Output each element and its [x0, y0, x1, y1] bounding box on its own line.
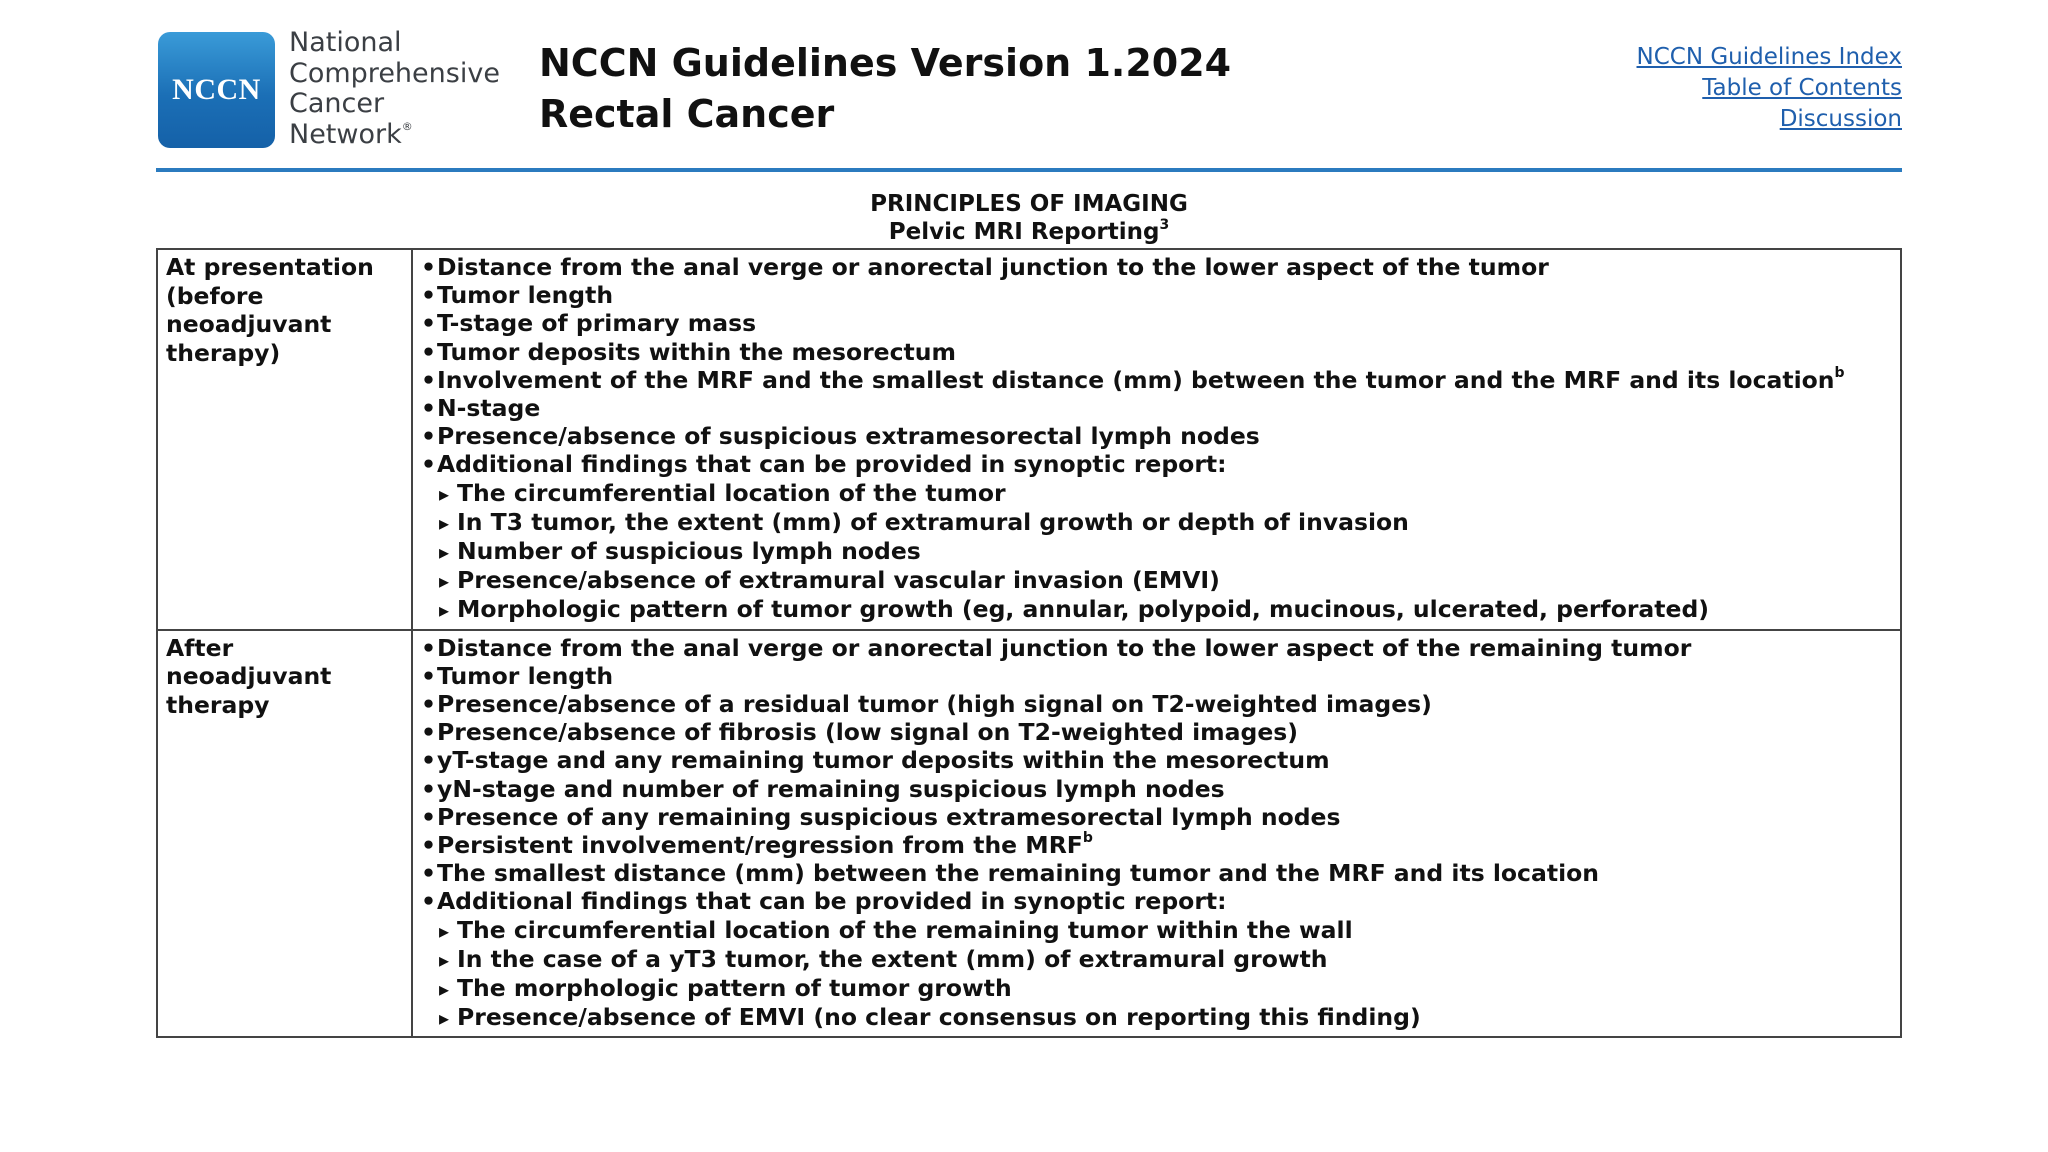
document-title: [539, 38, 1231, 140]
footnote-ref: b: [1082, 830, 1093, 847]
item-text: Presence/absence of a residual tumor (high signal on T2-weighted images): [437, 690, 1432, 719]
item-text: Number of suspicious lymph nodes: [457, 537, 921, 566]
list-item: [421, 803, 1892, 831]
item-text: In T3 tumor, the extent (mm) of extramural growth or depth of invasion: [457, 507, 1409, 536]
org-line: National: [289, 27, 402, 58]
section-header: [156, 190, 1902, 246]
item-text: Persistent involvement/regression from the MRF: [437, 831, 1083, 860]
list-item: [421, 634, 1892, 662]
sub-list-item: [421, 508, 1892, 537]
sub-list-item: [421, 916, 1892, 945]
row-content: [412, 630, 1901, 1038]
org-line: Comprehensive: [289, 57, 500, 89]
item-text: The circumferential location of the remaining tumor within the wall: [457, 915, 1353, 944]
item-text: The smallest distance (mm) between the remaining tumor and the MRF and its location: [437, 859, 1600, 888]
list-item: [421, 253, 1892, 281]
item-text: Presence/absence of fibrosis (low signal on T2-weighted images): [437, 718, 1299, 747]
item-text: The circumferential location of the tumor: [457, 478, 1006, 507]
row-content: [412, 249, 1901, 630]
list-item: [421, 859, 1892, 887]
item-text: In the case of a yT3 tumor, the extent (mm) of extramural growth: [457, 944, 1328, 973]
guideline-version: NCCN Guidelines Version 1.2024: [539, 41, 1232, 85]
sub-list-item: [421, 479, 1892, 508]
organization-name: [289, 28, 500, 150]
row-header-at-presentation: At presentation (before neoadjuvant therapy): [157, 249, 412, 630]
section-subtitle: Pelvic MRI Reporting: [888, 219, 1160, 245]
list-item: [421, 887, 1892, 915]
list-item: [421, 450, 1892, 478]
footnote-ref: 3: [1159, 217, 1170, 233]
registered-mark: ®: [401, 119, 413, 133]
list-item: [421, 366, 1892, 394]
org-line: Network: [289, 118, 402, 150]
findings-list: [421, 634, 1892, 1033]
item-text: Morphologic pattern of tumor growth (eg, annular, polypoid, mucinous, ulcerated, perforated): [457, 595, 1710, 624]
section-title: PRINCIPLES OF IMAGING: [870, 191, 1188, 217]
item-text: yT-stage and any remaining tumor deposits within the mesorectum: [437, 746, 1330, 775]
list-item: [421, 690, 1892, 718]
header-divider: [156, 168, 1902, 172]
list-item: [421, 281, 1892, 309]
item-text: yN-stage and number of remaining suspicious lymph nodes: [437, 774, 1225, 803]
sub-list-item: [421, 537, 1892, 566]
list-item: [421, 309, 1892, 337]
item-text: N-stage: [437, 394, 541, 423]
list-item: [421, 422, 1892, 450]
cancer-type: Rectal Cancer: [539, 92, 835, 136]
table-row: [157, 630, 1901, 1038]
item-text: The morphologic pattern of tumor growth: [457, 974, 1012, 1003]
row-header-after-neoadjuvant: After neoadjuvant therapy: [157, 630, 412, 1038]
item-text: Presence/absence of EMVI (no clear consensus on reporting this finding): [457, 1003, 1421, 1032]
list-item: [421, 718, 1892, 746]
list-item: [421, 662, 1892, 690]
item-text: Presence/absence of extramural vascular invasion (EMVI): [457, 566, 1220, 595]
table-of-contents-link[interactable]: Table of Contents: [1702, 75, 1902, 101]
list-item: [421, 338, 1892, 366]
item-text: Tumor length: [437, 281, 614, 310]
imaging-table: [156, 248, 1902, 1038]
item-text: Distance from the anal verge or anorectal junction to the lower aspect of the remaining tumor: [437, 633, 1692, 662]
org-line: Cancer: [289, 88, 385, 119]
sub-list-item: [421, 566, 1892, 595]
item-text: Distance from the anal verge or anorectal junction to the lower aspect of the tumor: [437, 253, 1549, 281]
nccn-logo: [158, 32, 275, 148]
item-text: Presence of any remaining suspicious extramesorectal lymph nodes: [437, 802, 1341, 831]
discussion-link[interactable]: Discussion: [1779, 106, 1902, 132]
guidelines-index-link[interactable]: NCCN Guidelines Index: [1636, 44, 1902, 70]
sub-list-item: [421, 595, 1892, 624]
logo-text: NCCN: [172, 73, 261, 106]
nav-links: [1637, 42, 1903, 135]
item-text: Tumor deposits within the mesorectum: [437, 337, 956, 366]
list-item: [421, 746, 1892, 774]
item-text: Additional findings that can be provided in synoptic report:: [437, 887, 1227, 916]
item-text: T-stage of primary mass: [437, 309, 757, 338]
findings-list: [421, 253, 1892, 625]
table-row: [157, 249, 1901, 630]
item-text: Tumor length: [437, 661, 614, 690]
sub-list-item: [421, 945, 1892, 974]
item-text: Presence/absence of suspicious extramesorectal lymph nodes: [437, 422, 1260, 451]
footnote-ref: b: [1834, 364, 1845, 381]
sub-list-item: [421, 1003, 1892, 1032]
item-text: Involvement of the MRF and the smallest distance (mm) between the tumor and the MRF and its location: [437, 365, 1835, 394]
sub-list-item: [421, 974, 1892, 1003]
list-item: [421, 775, 1892, 803]
list-item: [421, 394, 1892, 422]
item-text: Additional findings that can be provided in synoptic report:: [437, 450, 1227, 479]
list-item: [421, 831, 1892, 859]
